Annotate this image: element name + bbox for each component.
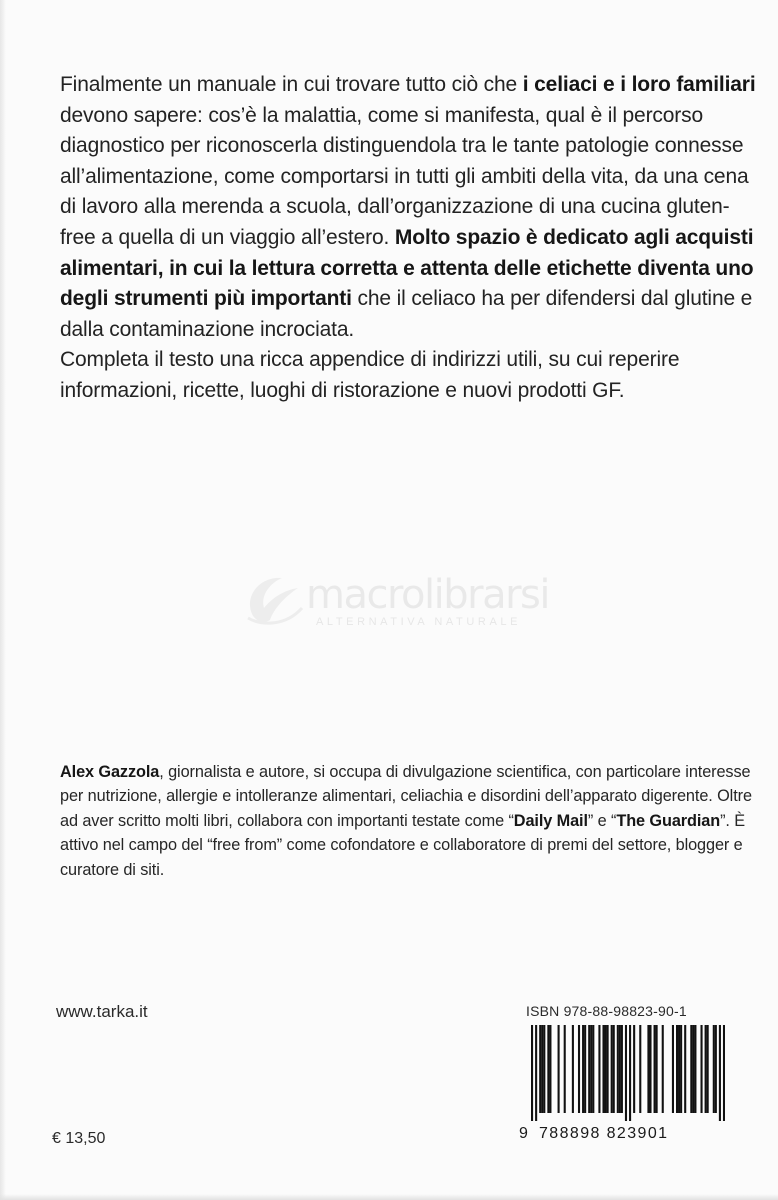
barcode-bar (707, 1025, 709, 1113)
barcode-bar (588, 1025, 590, 1113)
barcode-bar (602, 1025, 604, 1113)
macrolibrarsi-watermark (240, 568, 560, 632)
barcode-bar (558, 1025, 560, 1113)
barcode-bar (541, 1025, 543, 1113)
book-blurb (60, 70, 760, 407)
publication-the-guardian: The Guardian (616, 811, 721, 830)
watermark-tagline: ALTERNATIVA NATURALE (316, 616, 522, 628)
barcode-bar (582, 1025, 584, 1113)
barcode-bar (611, 1025, 613, 1113)
barcode-remaining-digits: 788898 823901 (539, 1125, 669, 1142)
barcode-bar (654, 1025, 656, 1113)
blurb-paragraph-2: Completa il testo una ricca appendice di indirizzi utili, su cui reperire informazioni, ricette, luoghi di ristorazione e nuovi prodotti GF. (60, 348, 680, 402)
barcode-bar (584, 1025, 586, 1113)
watermark-name: macrolibrarsi (306, 572, 549, 618)
barcode-bar (680, 1025, 682, 1113)
blurb-bold-audience: i celiaci e i loro familiari (522, 73, 756, 96)
author-bio (60, 760, 770, 882)
isbn-label: ISBN 978-88-98823-90-1 (526, 1003, 687, 1019)
barcode-bar (543, 1025, 545, 1113)
barcode-bar (713, 1025, 715, 1113)
author-bio-paragraph: Alex Gazzola, giornalista e autore, si occupa di divulgazione scientifica, con particolare interesse per nutrizione, allergie e intolleranze alimentari, celiachia e disordini dell’apparato digerente. Oltre ad aver scritto molti libri, collabora con importanti testate come “Daily Mail” e “The Guardian”. È attivo nel campo del “free from” come cofondatore e collaboratore di premi del settore, blogger e curatore di siti. (60, 763, 752, 879)
barcode-bar (535, 1025, 537, 1121)
author-name: Alex Gazzola (60, 763, 160, 781)
barcode-bar (590, 1025, 592, 1113)
barcode-bar (649, 1025, 651, 1113)
barcode-bar (564, 1025, 566, 1113)
barcode-bar (662, 1025, 664, 1113)
barcode-bar (629, 1025, 631, 1121)
blurb-bold-labels: Molto spazio è dedicato agli acquisti alimentari, in cui la lettura corretta e attenta delle etichette diventa uno degli strumenti più importanti (60, 225, 754, 311)
barcode-bars (531, 1025, 725, 1121)
barcode (519, 1025, 727, 1140)
barcode-bar (572, 1025, 574, 1113)
barcode-bar (684, 1025, 686, 1113)
barcode-bar (705, 1025, 707, 1113)
barcode-bar (715, 1025, 717, 1113)
barcode-bar (598, 1025, 600, 1113)
barcode-first-digit: 9 (519, 1125, 530, 1142)
barcode-bar (578, 1025, 580, 1113)
barcode-bar (690, 1025, 692, 1113)
page-shadow-bottom (0, 1194, 778, 1200)
barcode-bar (647, 1025, 649, 1113)
barcode-bar (621, 1025, 623, 1113)
barcode-bar (547, 1025, 549, 1113)
barcode-bar (539, 1025, 541, 1113)
barcode-bar (592, 1025, 594, 1113)
barcode-bar (633, 1025, 635, 1113)
barcode-bar (549, 1025, 551, 1113)
barcode-bar (619, 1025, 621, 1113)
barcode-bar (678, 1025, 680, 1113)
page-shadow-left (0, 0, 6, 1200)
barcode-bar (613, 1025, 615, 1113)
barcode-bar (639, 1025, 641, 1113)
publication-daily-mail: Daily Mail (513, 811, 588, 830)
barcode-bar (676, 1025, 678, 1113)
barcode-bar (531, 1025, 533, 1121)
barcode-bar (719, 1025, 721, 1121)
blurb-paragraph-1: Finalmente un manuale in cui trovare tutto ciò che i celiaci e i loro familiari devono sapere: cos’è la malattia, come si manifesta, qual è il percorso diagnostico per riconoscerla distinguendola tra le tante patologie connesse all’alimentazione, come comportarsi in tutti gli ambiti della vita, da una cena di lavoro alla merenda a scuola, dall’organizzazione di una cucina gluten-free a quella di un viaggio all’estero. Molto spazio è dedicato agli acquisti alimentari, in cui la lettura corretta e attenta delle etichette diventa uno degli strumenti più importanti che il celiaco ha per difendersi dal glutine e dalla contaminazione incrociata. (60, 73, 756, 341)
barcode-bar (607, 1025, 609, 1113)
barcode-bar (700, 1025, 702, 1113)
barcode-bar (605, 1025, 607, 1113)
barcode-bar (656, 1025, 658, 1113)
publisher-website: www.tarka.it (56, 1002, 148, 1021)
barcode-bar (672, 1025, 674, 1113)
leaf-swirl-icon (242, 568, 308, 630)
barcode-bar (625, 1025, 627, 1121)
barcode-bar (694, 1025, 696, 1113)
barcode-bar (617, 1025, 619, 1113)
barcode-bar (692, 1025, 694, 1113)
barcode-bar (723, 1025, 725, 1121)
book-price: € 13,50 (52, 1130, 106, 1147)
